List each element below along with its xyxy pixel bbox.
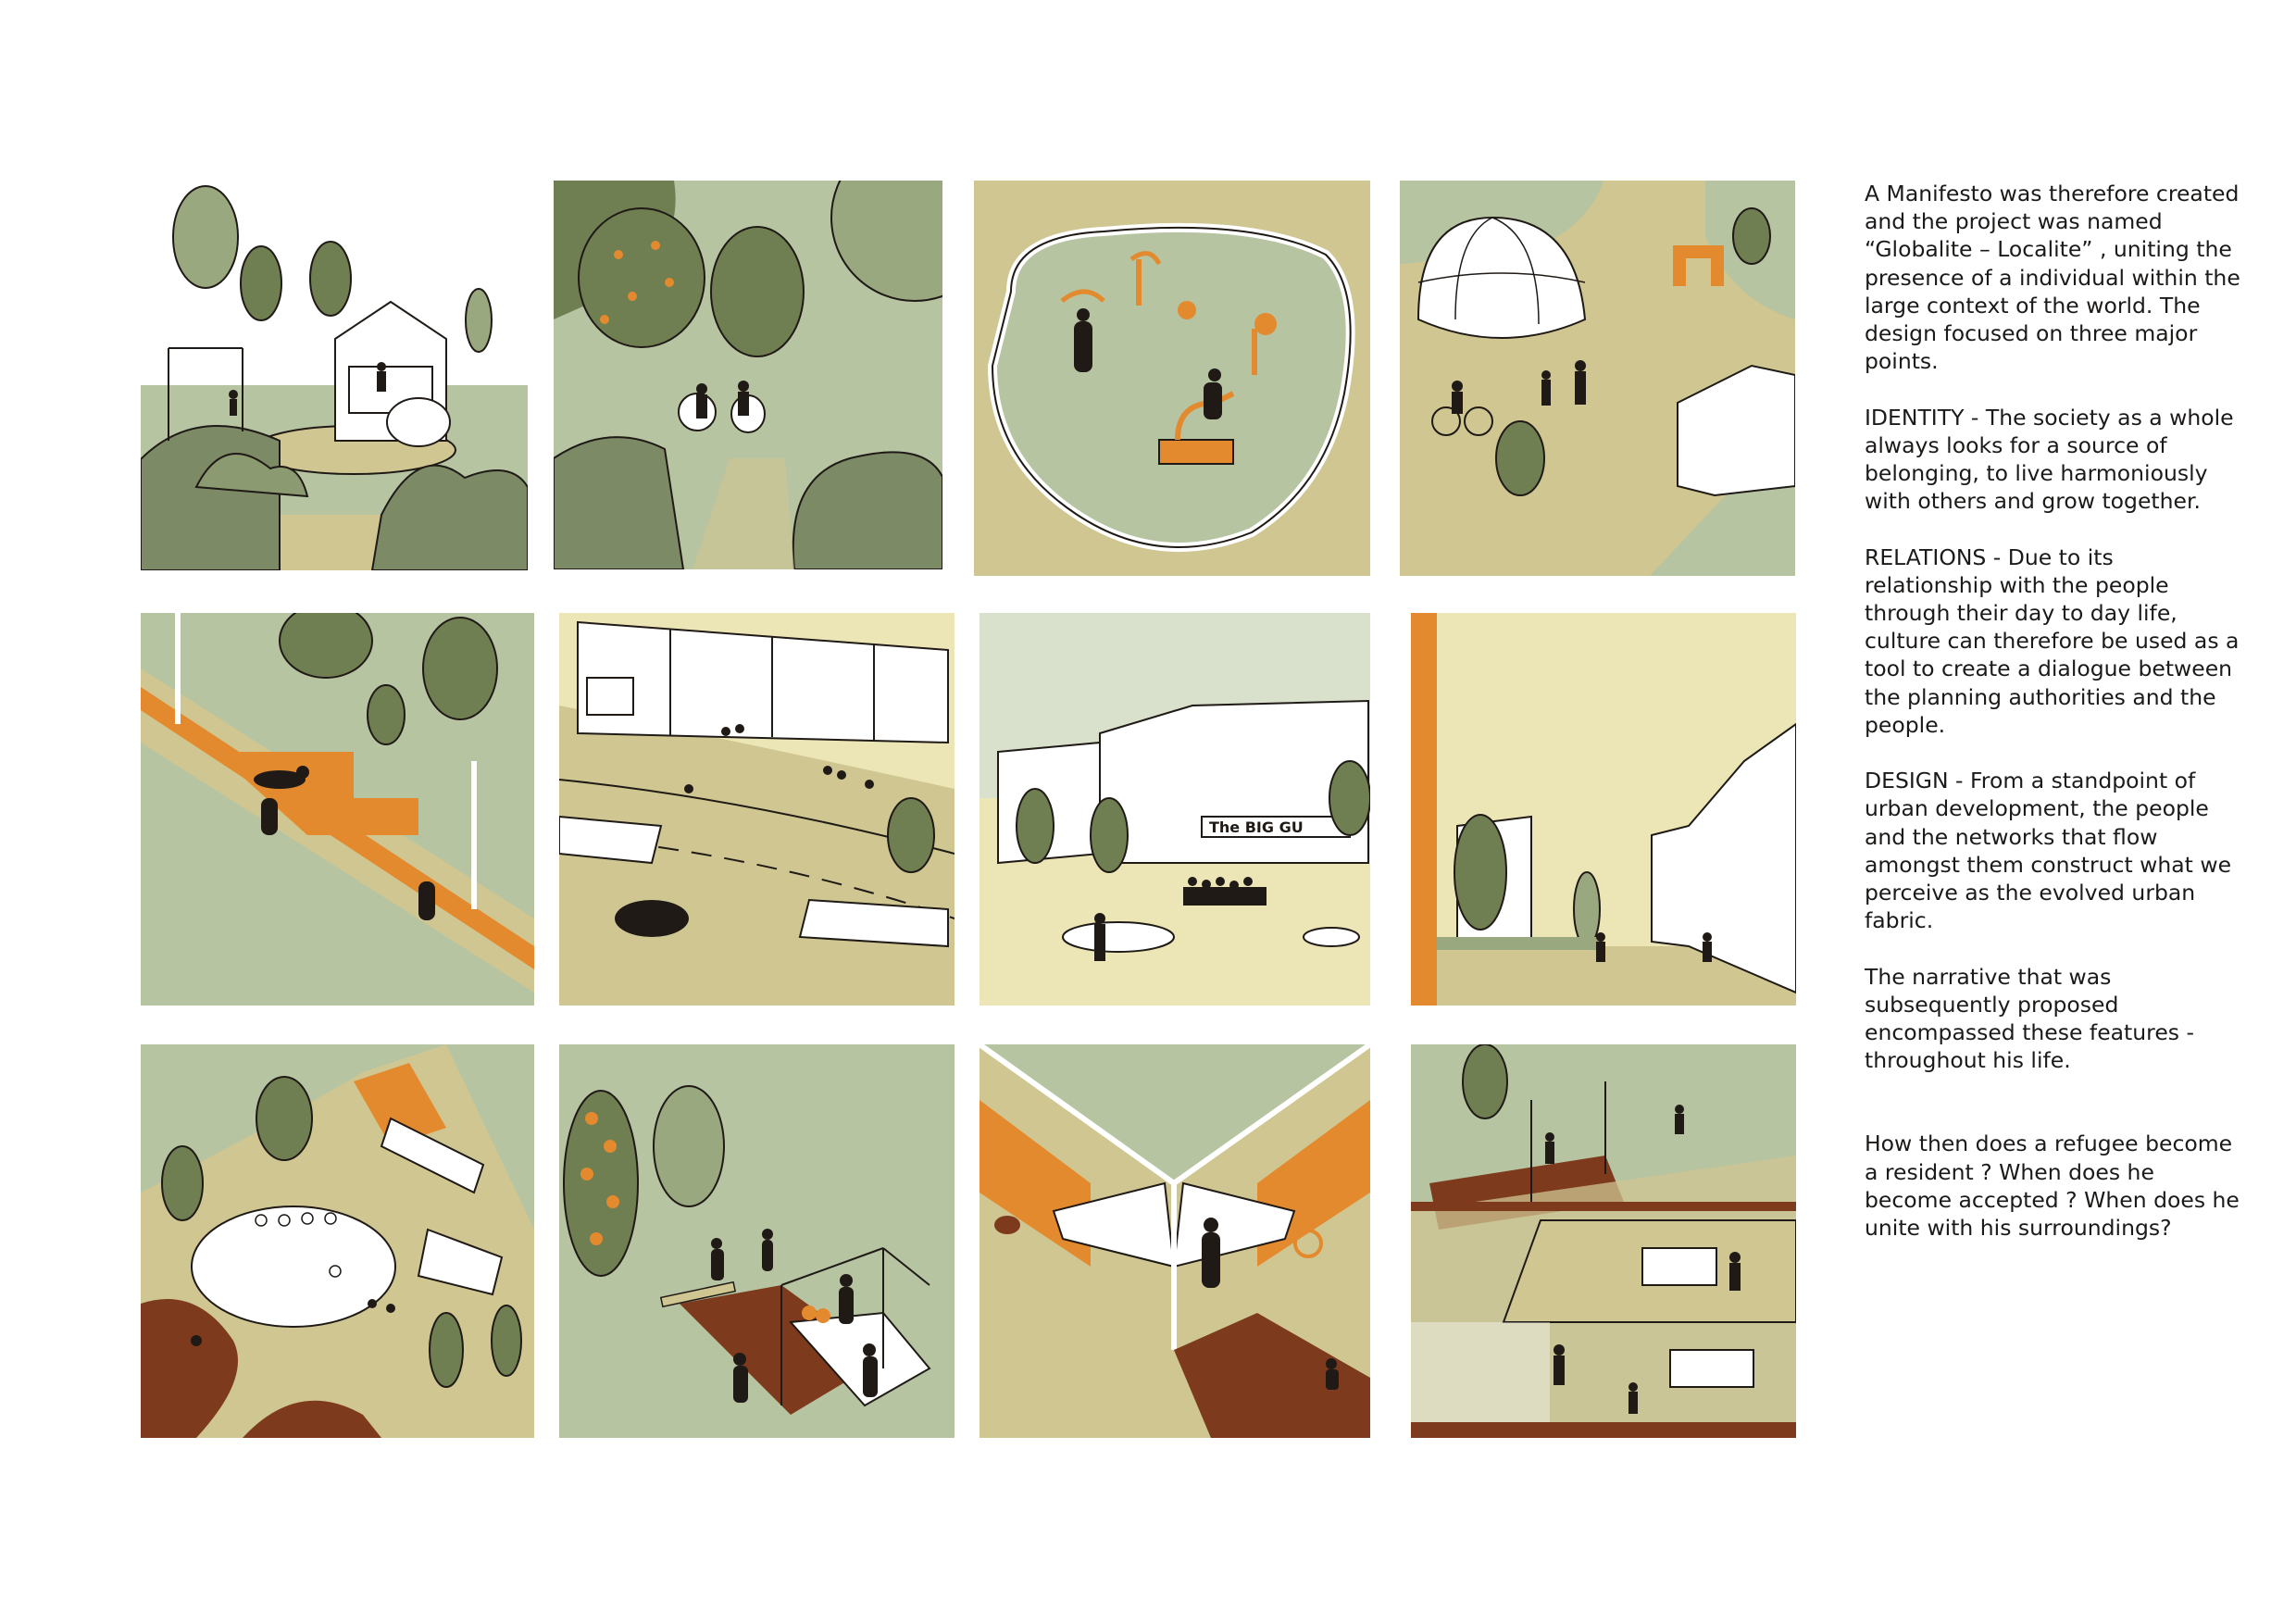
garden-harvest-illustration (559, 1044, 955, 1438)
dome-pavilion-illustration (1400, 181, 1795, 576)
market-stall-illustration (980, 1044, 1370, 1438)
manifesto-text (1865, 180, 2263, 1269)
narrative-paragraph: The narrative that was subsequently proposed encompassed these features - throughout his life. (1865, 963, 2194, 1074)
relations-paragraph: RELATIONS - Due to its relationship with the people through their day to day life, culture can therefore be used as a tool to create a dialogue between the planning authorities and the people. (1865, 543, 2240, 738)
street-crossing-illustration (559, 613, 955, 1006)
orange-path-illustration (141, 613, 534, 1006)
orchard-seating-illustration (554, 181, 942, 569)
shop-sign: The BIG GU (1209, 818, 1304, 836)
playground-illustration (141, 181, 528, 570)
intro-paragraph: A Manifesto was therefore created and the project was named “Globalite – Localite” , uniting the presence of a individual within the large context of the world. The design focused on three major points. (1865, 181, 2240, 375)
town-square-illustration (980, 613, 1370, 1006)
street-view-illustration (1411, 613, 1796, 1006)
building-section-illustration (1411, 1044, 1796, 1438)
design-paragraph: DESIGN - From a standpoint of urban development, the people and the networks that flow amongst them construct what we perceive as the evolved urban fabric. (1865, 768, 2232, 934)
question-paragraph: How then does a refugee become a resident ? When does he become accepted ? When does he unite with his surroundings? (1865, 1131, 2240, 1242)
identity-paragraph: IDENTITY - The society as a whole always looks for a source of belonging, to live harmoniously with others and grow together. (1865, 404, 2234, 515)
outdoor-gym-illustration (974, 181, 1370, 576)
amphitheatre-illustration (141, 1044, 534, 1438)
